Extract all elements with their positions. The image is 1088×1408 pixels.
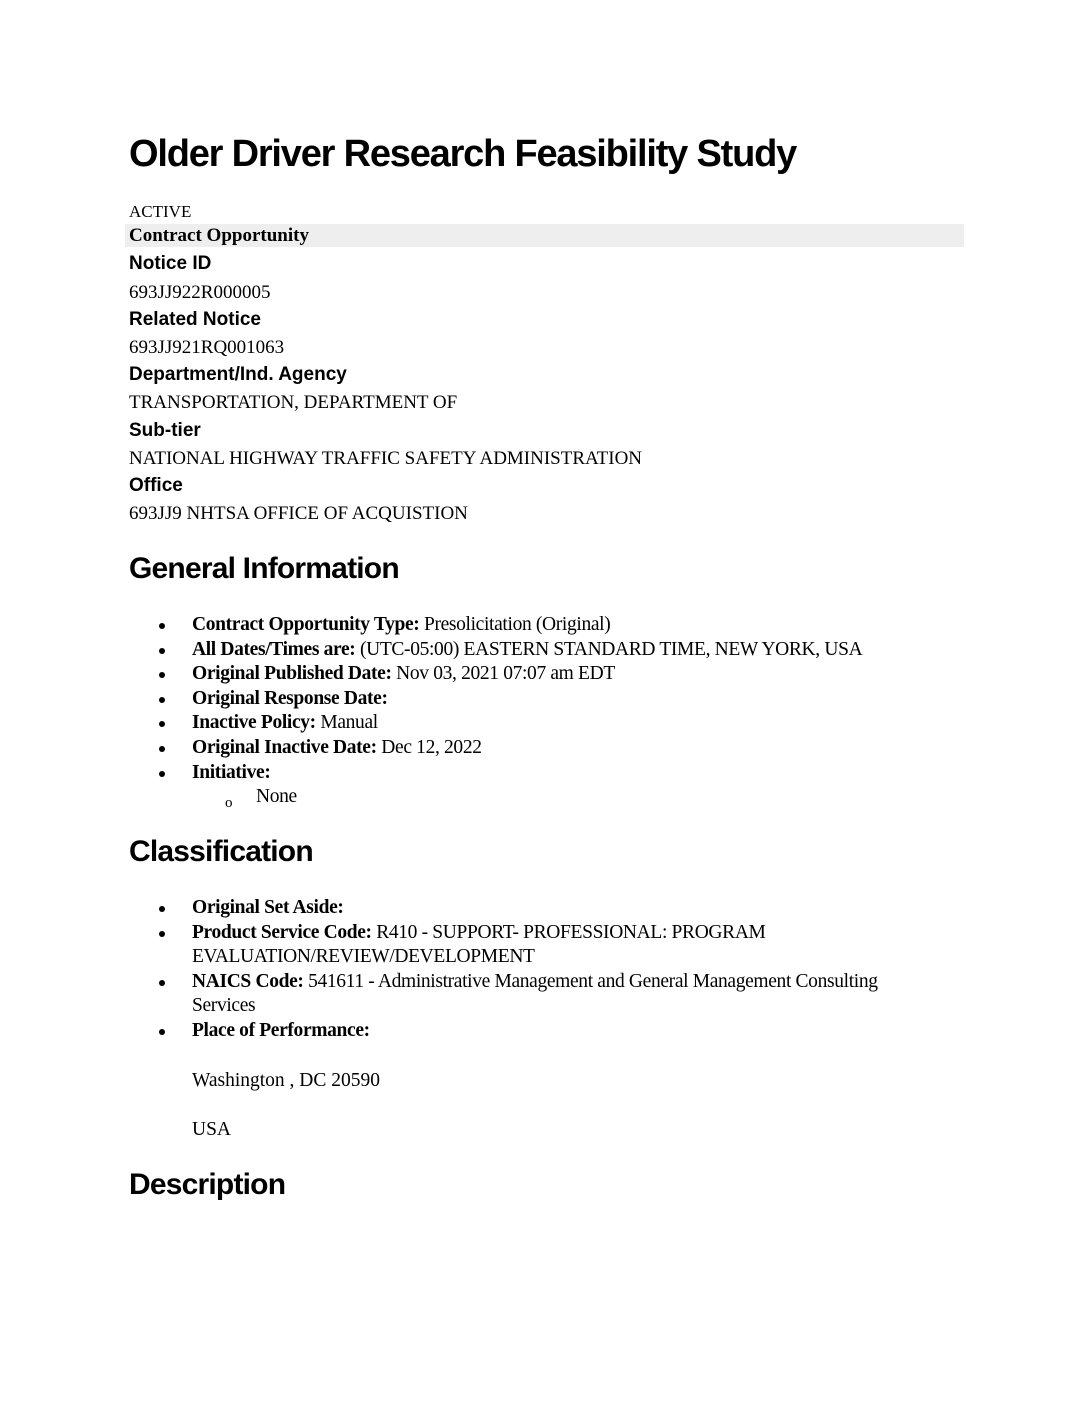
notice-id-label: Notice ID [129, 253, 212, 274]
classification-heading: Classification [129, 835, 313, 868]
list-item: Place of Performance: [129, 1019, 964, 1044]
bullet-icon [159, 648, 165, 654]
list-item: NAICS Code: 541611 - Administrative Management and General Management Consulting Services [129, 970, 964, 1019]
classification-list [129, 896, 964, 1044]
office-label: Office [129, 475, 183, 496]
list-item: o None [192, 785, 964, 810]
bullet-icon [159, 980, 165, 986]
list-item: Original Published Date: Nov 03, 2021 07:07 am EDT [129, 662, 964, 687]
initiative-sublist [192, 785, 964, 810]
list-item: Original Response Date: [129, 687, 964, 712]
page-title: Older Driver Research Feasibility Study [129, 133, 797, 175]
bullet-icon [159, 721, 165, 727]
notice-id-value: 693JJ922R000005 [129, 282, 271, 303]
list-item: Original Set Aside: [129, 896, 964, 921]
description-heading: Description [129, 1168, 286, 1201]
bullet-icon [159, 672, 165, 678]
sub-tier-label: Sub-tier [129, 420, 201, 441]
list-item: Inactive Policy: Manual [129, 711, 964, 736]
bullet-icon [159, 931, 165, 937]
sub-bullet-icon: o [225, 795, 233, 812]
bullet-icon [159, 746, 165, 752]
list-item: Contract Opportunity Type: Presolicitation (Original) [129, 613, 964, 638]
status-label: ACTIVE [129, 202, 192, 221]
related-notice-label: Related Notice [129, 309, 261, 330]
bullet-icon [159, 623, 165, 629]
place-country: USA [192, 1119, 232, 1140]
bullet-icon [159, 697, 165, 703]
related-notice-value: 693JJ921RQ001063 [129, 337, 285, 358]
general-information-heading: General Information [129, 552, 399, 585]
office-value: 693JJ9 NHTSA OFFICE OF ACQUISTION [129, 503, 468, 524]
place-city: Washington , DC 20590 [192, 1070, 381, 1091]
bullet-icon [159, 906, 165, 912]
contract-type-bar: Contract Opportunity [125, 224, 964, 247]
list-item: All Dates/Times are: (UTC-05:00) EASTERN STANDARD TIME, NEW YORK, USA [129, 638, 964, 663]
list-item: Product Service Code: R410 - SUPPORT- PROFESSIONAL: PROGRAM EVALUATION/REVIEW/DEVELOPMENT [129, 921, 964, 970]
sub-tier-value: NATIONAL HIGHWAY TRAFFIC SAFETY ADMINISTRATION [129, 448, 643, 469]
general-information-list [129, 613, 964, 810]
bullet-icon [159, 1029, 165, 1035]
list-item: Original Inactive Date: Dec 12, 2022 [129, 736, 964, 761]
department-value: TRANSPORTATION, DEPARTMENT OF [129, 392, 458, 413]
department-label: Department/Ind. Agency [129, 364, 347, 385]
bullet-icon [159, 771, 165, 777]
list-item: Initiative: o None [129, 761, 964, 810]
